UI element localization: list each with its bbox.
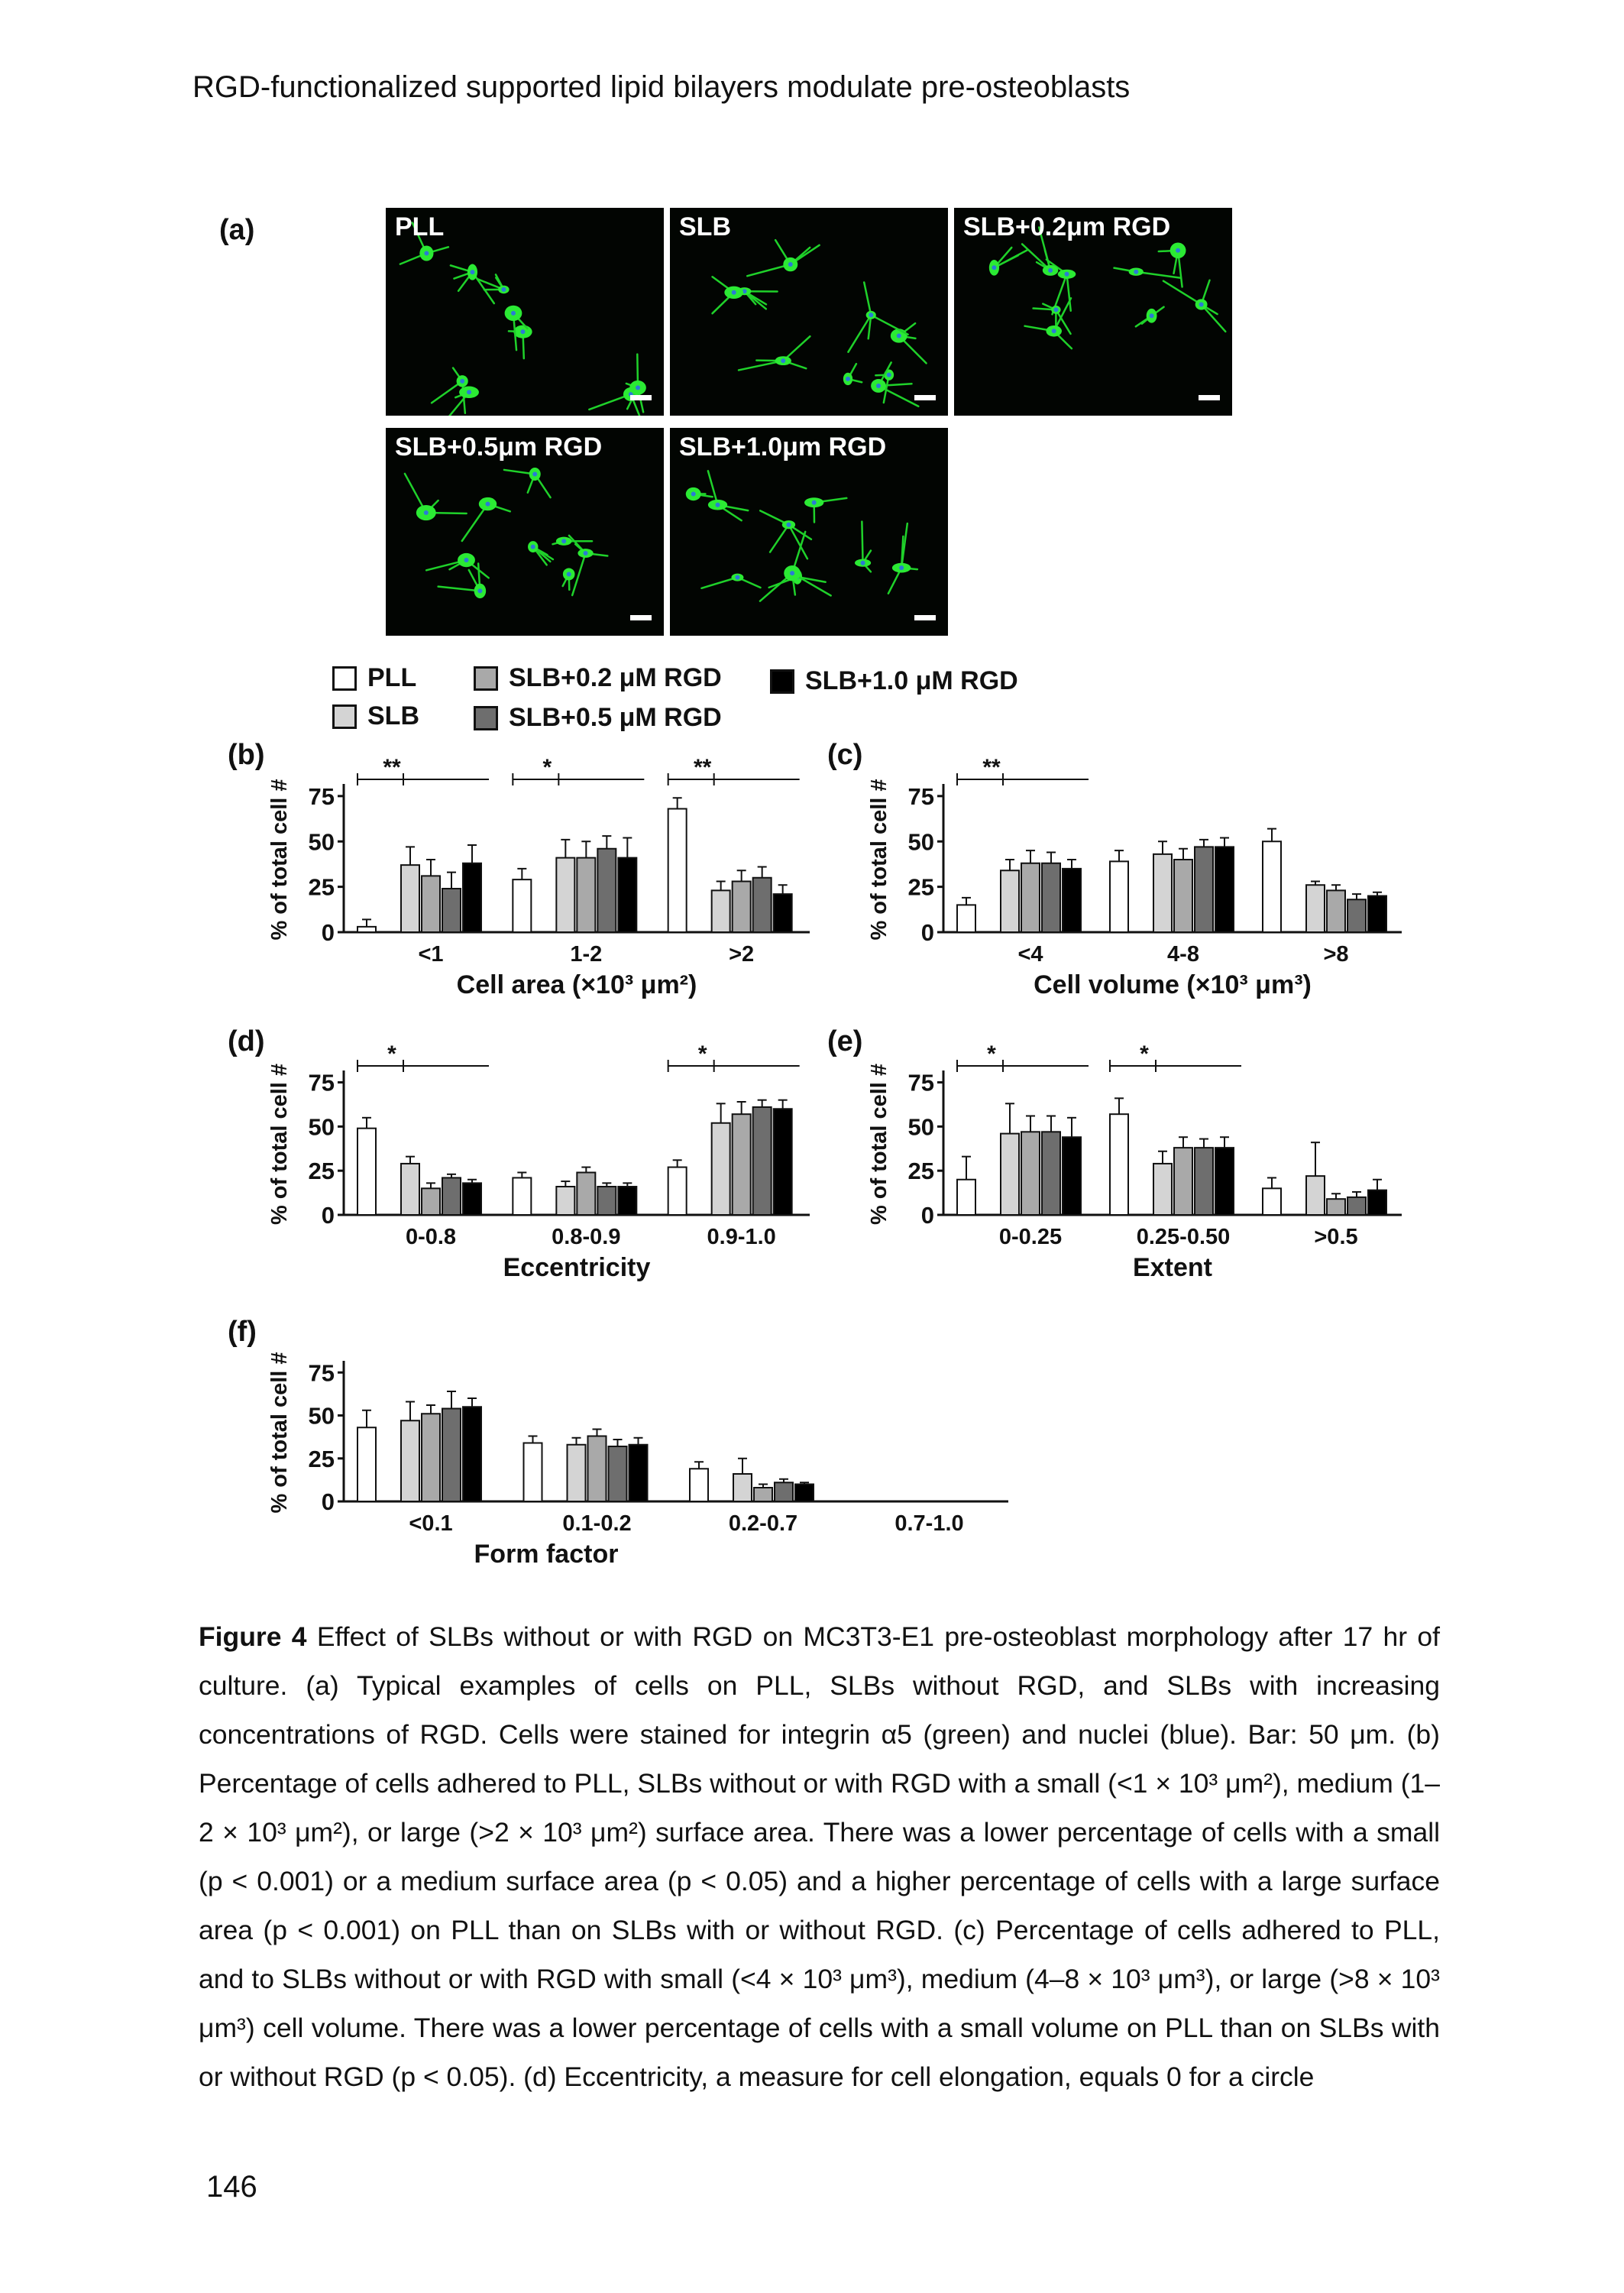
- cell-nucleus: [869, 313, 873, 317]
- y-tick-label: 50: [907, 828, 934, 856]
- legend-label: PLL: [367, 663, 417, 692]
- bar: [1215, 1148, 1234, 1215]
- legend-item-pll: [332, 663, 416, 693]
- legend-label: SLB+1.0 μM RGD: [805, 666, 1018, 695]
- cell-nucleus: [531, 545, 535, 549]
- cell-nucleus: [876, 384, 881, 388]
- bar: [690, 1469, 708, 1501]
- chart-f: [222, 1310, 1024, 1597]
- y-axis-title: % of total cell #: [267, 1352, 292, 1514]
- bar: [422, 876, 440, 932]
- figure-label: Figure 4: [199, 1621, 307, 1652]
- bar: [1063, 869, 1081, 932]
- panel-label: (c): [827, 739, 863, 771]
- bar: [463, 863, 481, 932]
- bar: [733, 1114, 751, 1215]
- x-tick-label: <0.1: [409, 1511, 453, 1536]
- bar: [775, 1482, 793, 1501]
- bar: [795, 1485, 814, 1502]
- x-axis-title: Eccentricity: [503, 1253, 651, 1282]
- micro-image-slb-10: [670, 428, 948, 636]
- bar: [1263, 841, 1281, 932]
- x-tick-label: >2: [729, 942, 755, 967]
- cell-nucleus: [790, 571, 794, 575]
- y-tick-label: 50: [907, 1113, 934, 1141]
- legend-label: SLB: [367, 701, 419, 730]
- y-tick-label: 0: [920, 919, 934, 946]
- x-tick-label: 0.7-1.0: [894, 1511, 964, 1536]
- x-tick-label: 0.9-1.0: [707, 1225, 776, 1249]
- cell-nucleus: [786, 523, 791, 527]
- bar: [422, 1188, 440, 1215]
- x-tick-label: 0.25-0.50: [1136, 1225, 1231, 1249]
- bar: [1347, 899, 1366, 932]
- significance-label: *: [987, 1041, 996, 1067]
- bar: [556, 858, 574, 932]
- cell-process: [864, 282, 871, 315]
- cell-nucleus: [1065, 272, 1069, 277]
- bar: [754, 1488, 772, 1501]
- cell-nucleus: [460, 379, 464, 384]
- bar: [1063, 1137, 1081, 1215]
- y-tick-label: 0: [321, 1488, 335, 1515]
- bar: [1195, 847, 1213, 932]
- cell-nucleus: [1048, 268, 1053, 273]
- cell-nucleus: [1053, 307, 1058, 312]
- legend-swatch: [770, 669, 794, 694]
- page-number: 146: [206, 2170, 257, 2204]
- cell-nucleus: [464, 558, 468, 562]
- y-tick-label: 50: [308, 1402, 335, 1430]
- bar: [629, 1445, 648, 1501]
- x-axis-title: Cell volume (×10³ μm³): [1034, 970, 1312, 999]
- bar: [1001, 870, 1019, 932]
- scale-bar: [630, 615, 652, 620]
- bar: [524, 1443, 542, 1502]
- chart-f-svg: [222, 1310, 1024, 1593]
- y-tick-label: 50: [308, 1113, 335, 1141]
- cell-nucleus: [520, 329, 525, 334]
- bar: [442, 1177, 461, 1215]
- x-tick-label: 0-0.25: [998, 1225, 1063, 1249]
- y-tick-label: 25: [907, 873, 934, 901]
- bar: [753, 1107, 772, 1215]
- cell-nucleus: [636, 385, 640, 390]
- y-tick-label: 0: [321, 919, 335, 946]
- significance-label: *: [697, 1041, 707, 1067]
- bar: [588, 1436, 607, 1502]
- panel-label-a: (a): [219, 214, 255, 246]
- x-tick-label: 0.2-0.7: [728, 1511, 798, 1536]
- legend-item-slb: [332, 701, 419, 731]
- chart-c-svg: [821, 734, 1417, 1024]
- x-tick-label: 1-2: [570, 942, 603, 967]
- y-tick-label: 25: [308, 1445, 335, 1472]
- legend-swatch: [474, 666, 498, 691]
- bar: [1347, 1197, 1366, 1215]
- bar: [609, 1446, 627, 1501]
- x-tick-label: 4-8: [1167, 942, 1199, 967]
- cell-nucleus: [691, 492, 696, 497]
- panel-label: (b): [228, 739, 265, 771]
- x-axis-title: Cell area (×10³ μm²): [456, 970, 697, 999]
- cell-nucleus: [1199, 302, 1204, 306]
- bar: [442, 889, 461, 932]
- significance-label: *: [1140, 1041, 1149, 1067]
- cell-nucleus: [470, 270, 474, 274]
- microscopy-grid: [386, 208, 1237, 636]
- bar: [1327, 1199, 1345, 1215]
- x-tick-label: >8: [1323, 942, 1349, 967]
- significance-label: *: [387, 1041, 396, 1067]
- significance-label: **: [383, 755, 401, 780]
- legend-swatch: [332, 704, 357, 729]
- legend-item-slb-05: [474, 703, 722, 733]
- micro-label: SLB+1.0μm RGD: [679, 432, 887, 462]
- cell-nucleus: [887, 373, 891, 377]
- cell-nucleus: [467, 390, 471, 394]
- bar: [513, 879, 531, 932]
- bar: [1042, 863, 1060, 932]
- y-tick-label: 75: [308, 782, 335, 810]
- bar: [618, 1187, 636, 1215]
- bar: [733, 1474, 752, 1501]
- y-tick-label: 25: [907, 1158, 934, 1185]
- cell-nucleus: [1176, 248, 1180, 253]
- bar: [422, 1414, 440, 1501]
- bar: [668, 809, 687, 933]
- cell-nucleus: [1134, 270, 1138, 274]
- bar: [597, 1187, 616, 1215]
- bar: [1368, 1190, 1386, 1215]
- bar: [463, 1407, 481, 1501]
- bar: [957, 1180, 975, 1215]
- micro-image-pll: [386, 208, 664, 416]
- cell-nucleus: [781, 358, 785, 363]
- bar: [401, 1420, 419, 1501]
- bar: [1263, 1188, 1281, 1215]
- bar: [668, 1168, 687, 1215]
- bar: [401, 865, 419, 932]
- x-tick-label: <1: [418, 942, 444, 967]
- micro-image-slb: [670, 208, 948, 416]
- cell-nucleus: [477, 588, 482, 593]
- cell-nucleus: [511, 311, 516, 316]
- bar: [1001, 1134, 1019, 1215]
- bar: [753, 878, 772, 932]
- y-tick-label: 25: [308, 873, 335, 901]
- micro-label: SLB+0.2μm RGD: [963, 212, 1171, 241]
- cell-nucleus: [501, 287, 506, 292]
- x-tick-label: 0.1-0.2: [562, 1511, 632, 1536]
- bar: [1195, 1148, 1213, 1215]
- bar: [712, 890, 730, 932]
- cell-nucleus: [532, 472, 537, 477]
- bar: [401, 1164, 419, 1215]
- micro-label: SLB+0.5μm RGD: [395, 432, 603, 462]
- chart-c: [821, 734, 1417, 1028]
- bar: [618, 858, 636, 932]
- bar: [1368, 896, 1386, 933]
- bar: [577, 1173, 595, 1216]
- chart-legend: [332, 663, 1066, 740]
- significance-label: **: [982, 755, 1001, 780]
- bar: [1327, 890, 1345, 932]
- legend-label: SLB+0.2 μM RGD: [509, 663, 722, 692]
- y-tick-label: 25: [308, 1158, 335, 1185]
- chart-e-svg: [821, 1020, 1417, 1307]
- bar: [733, 882, 751, 933]
- cell-nucleus: [732, 290, 736, 295]
- legend-item-slb-02: [474, 663, 722, 693]
- cell-nucleus: [788, 262, 793, 267]
- panel-label: (f): [228, 1316, 257, 1348]
- x-tick-label: <4: [1017, 942, 1043, 967]
- bar: [513, 1177, 531, 1215]
- x-axis-title: Extent: [1133, 1253, 1212, 1282]
- cell-nucleus: [584, 551, 588, 555]
- bar: [1153, 1164, 1172, 1215]
- cell-nucleus: [861, 561, 865, 565]
- legend-label: SLB+0.5 μM RGD: [509, 703, 722, 732]
- running-header: RGD-functionalized supported lipid bilayers modulate pre-osteoblasts: [192, 70, 1131, 104]
- legend-item-slb-10: [770, 666, 1018, 696]
- cell-process: [848, 315, 871, 351]
- micro-label: SLB: [679, 212, 731, 241]
- bar: [1110, 861, 1128, 932]
- bar: [577, 858, 595, 932]
- bar: [556, 1187, 574, 1215]
- bar: [1306, 1176, 1325, 1215]
- y-tick-label: 75: [907, 1069, 934, 1096]
- y-axis-title: % of total cell #: [867, 1063, 891, 1226]
- y-axis-title: % of total cell #: [267, 1063, 292, 1226]
- panel-label: (e): [827, 1025, 863, 1057]
- y-tick-label: 75: [907, 782, 934, 810]
- bar: [463, 1183, 481, 1215]
- cell-nucleus: [897, 333, 901, 338]
- cell-nucleus: [561, 539, 566, 543]
- cell-nucleus: [486, 502, 490, 507]
- y-tick-label: 75: [308, 1359, 335, 1387]
- cell-nucleus: [716, 503, 720, 507]
- cell-nucleus: [899, 565, 904, 570]
- micro-image-slb-05: [386, 428, 664, 636]
- y-tick-label: 75: [308, 1069, 335, 1096]
- legend-swatch: [474, 706, 498, 730]
- cell-nucleus: [424, 251, 429, 256]
- scale-bar: [630, 395, 652, 400]
- bar: [1174, 860, 1192, 932]
- bar: [568, 1445, 586, 1501]
- y-tick-label: 0: [920, 1202, 934, 1229]
- cell-nucleus: [992, 265, 996, 270]
- cell-nucleus: [812, 500, 817, 505]
- bar: [357, 1129, 376, 1215]
- cell-nucleus: [424, 510, 429, 515]
- bar: [957, 905, 975, 932]
- x-tick-label: 0.8-0.9: [552, 1225, 621, 1249]
- significance-label: *: [542, 755, 552, 780]
- bar: [1110, 1114, 1128, 1215]
- scale-bar: [914, 615, 936, 620]
- significance-label: **: [693, 755, 712, 780]
- bar: [774, 894, 792, 932]
- figure-caption: [199, 1612, 1440, 2101]
- chart-b: [222, 734, 825, 1028]
- bar: [1042, 1132, 1060, 1215]
- bar: [1306, 885, 1325, 932]
- bar: [442, 1409, 461, 1502]
- micro-image-slb-02: [954, 208, 1232, 416]
- legend-swatch: [332, 666, 357, 691]
- y-tick-label: 0: [321, 1202, 335, 1229]
- bar: [357, 927, 376, 932]
- bar: [597, 849, 616, 932]
- micro-label: PLL: [395, 212, 445, 241]
- x-tick-label: >0.5: [1314, 1225, 1358, 1249]
- bar: [357, 1427, 376, 1501]
- y-axis-title: % of total cell #: [267, 779, 292, 941]
- y-axis-title: % of total cell #: [867, 779, 891, 941]
- bar: [1174, 1148, 1192, 1215]
- cell-process: [770, 525, 788, 552]
- cell-process: [871, 315, 907, 334]
- bar: [1153, 854, 1172, 932]
- panel-label: (d): [228, 1025, 265, 1057]
- scale-bar: [1199, 395, 1220, 400]
- bar: [774, 1109, 792, 1215]
- bar: [1021, 1132, 1040, 1215]
- cell-nucleus: [1052, 329, 1056, 333]
- scale-bar: [914, 395, 936, 400]
- x-tick-label: 0-0.8: [405, 1225, 457, 1249]
- caption-text: Effect of SLBs without or with RGD on MC3T3-E1 pre-osteoblast morphology after 17 hr of culture. (a) Typical examples of cells on PLL, SLBs without RGD, and SLBs with increasing concentrations of RGD. Cells were stained for integrin α5 (green) and nuclei (blue). Bar: 50 μm. (b) Percentage of cells adhered to PLL, SLBs without or with RGD with a small (<1 × 10³ μm²), medium (1–2 × 10³ μm²), or large (>2 × 10³ μm²) surface area. There was a lower percentage of cells with a small (p < 0.001) or a medium surface area (p < 0.05) and a higher percentage of cells with a large surface area (p < 0.001) on PLL than on SLBs with or without RGD. (c) Percentage of cells adhered to PLL, and to SLBs without or with RGD with small (<4 × 10³ μm³), medium (4–8 × 10³ μm³), or large (>8 × 10³ μm³) cell volume. There was a lower percentage of cells with a small volume on PLL than on SLBs with or without RGD (p < 0.05). (d) Eccentricity, a measure for cell elongation, equals 0 for a circle: [199, 1621, 1440, 2092]
- cell-nucleus: [1150, 313, 1154, 318]
- cell-nucleus: [735, 575, 739, 580]
- chart-d-svg: [222, 1020, 825, 1307]
- bar: [1215, 847, 1234, 932]
- chart-b-svg: [222, 734, 825, 1024]
- chart-d: [222, 1020, 825, 1310]
- chart-e: [821, 1020, 1417, 1310]
- y-tick-label: 50: [308, 828, 335, 856]
- cell-nucleus: [567, 572, 571, 576]
- cell-process: [438, 587, 480, 591]
- bar: [712, 1123, 730, 1215]
- cell-nucleus: [846, 377, 850, 381]
- x-axis-title: Form factor: [474, 1540, 619, 1569]
- bar: [1021, 863, 1040, 932]
